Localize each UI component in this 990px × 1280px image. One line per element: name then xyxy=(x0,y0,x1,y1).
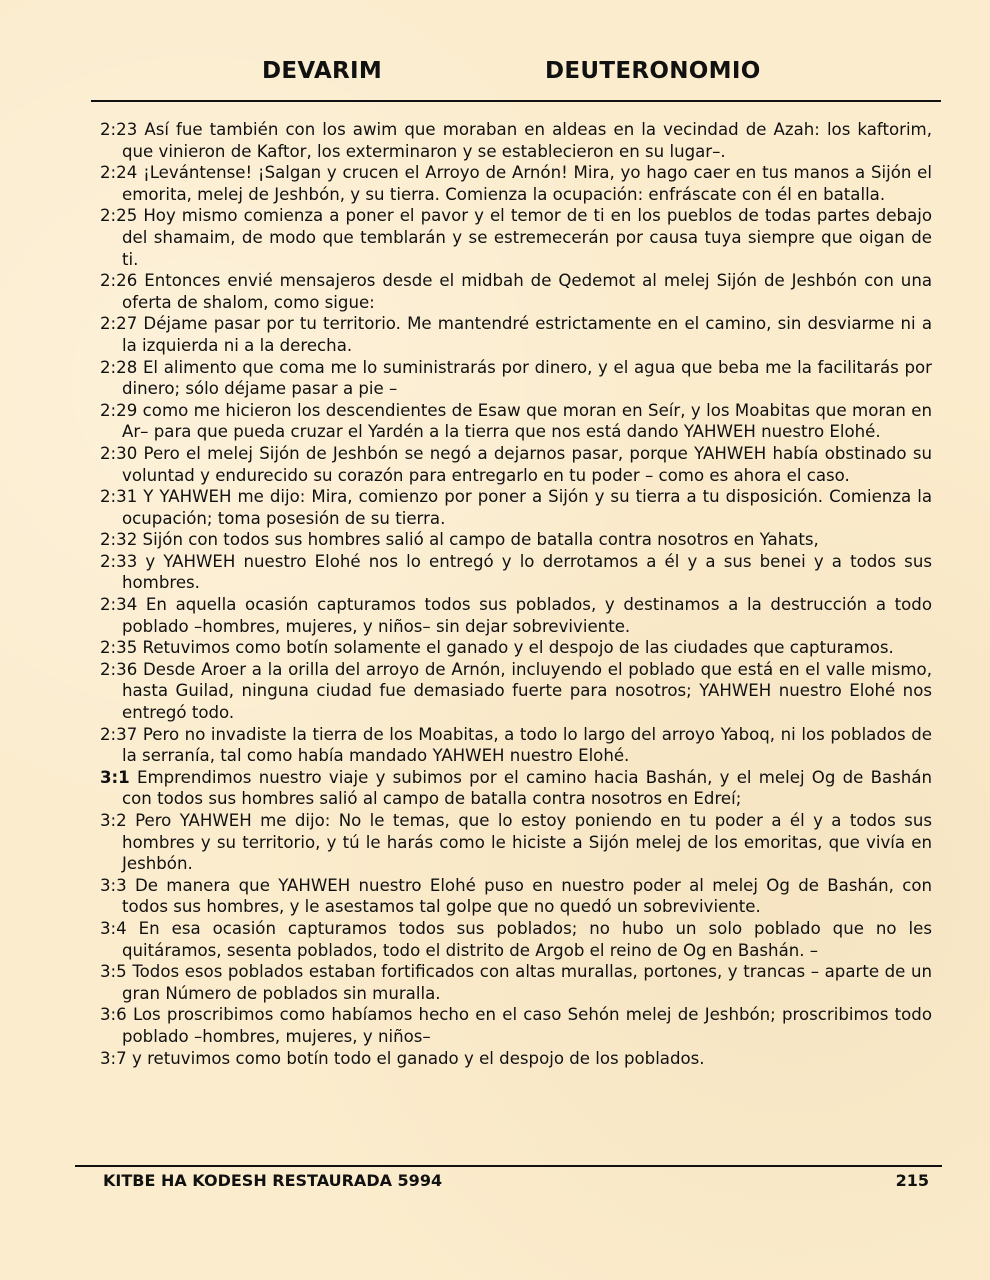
verse-ref: 2:24 xyxy=(100,163,138,183)
verse-ref: 3:4 xyxy=(100,918,127,938)
verse-text: Déjame pasar por tu territorio. Me mantendré estrictamente en el camino, sin desviarme ni a la izquierda ni a la derecha. xyxy=(122,314,932,355)
verse xyxy=(100,918,932,961)
verse-ref: 2:30 xyxy=(100,443,138,463)
verse-text: Entonces envié mensajeros desde el midbah de Qedemot al melej Sijón de Jeshbón con una oferta de shalom, como sigue: xyxy=(122,271,933,312)
page-header xyxy=(0,58,990,90)
verse xyxy=(100,205,932,270)
verse-ref: 2:25 xyxy=(100,206,138,226)
verse-text: Así fue también con los awim que moraban en aldeas en la vecindad de Azah: los kaftorim, que vinieron de Kaftor, los exterminaron y se establecieron en su lugar–. xyxy=(122,120,932,161)
verse-text: Pero no invadiste la tierra de los Moabitas, a todo lo largo del arroyo Yaboq, ni los poblados de la serranía, tal como había mandado YAHWEH nuestro Elohé. xyxy=(122,724,933,766)
verse xyxy=(100,659,932,724)
verse xyxy=(100,810,932,875)
verse-text: Todos esos poblados estaban fortificados con altas murallas, portones, y trancas – aparte de un gran Número de poblados sin muralla. xyxy=(122,962,932,1003)
verse xyxy=(100,270,932,313)
verse-ref: 2:27 xyxy=(100,314,138,334)
verse-text: Y YAHWEH me dijo: Mira, comienzo por poner a Sijón y su tierra a tu disposición. Comienza la ocupación; toma posesión de su tierra. xyxy=(122,487,932,528)
verse-text: y YAHWEH nuestro Elohé nos lo entregó y lo derrotamos a él y a sus benei y a todos sus hombres. xyxy=(122,551,932,593)
verse-text: Sijón con todos sus hombres salió al campo de batalla contra nosotros en Yahats, xyxy=(142,530,819,550)
verse-text: Los proscribimos como habíamos hecho en el caso Sehón melej de Jeshbón; proscribimos todo poblado –hombres, mujeres, y niños– xyxy=(122,1005,932,1046)
verse-text: El alimento que coma me lo suministrarás por dinero, y el agua que beba me la facilitarás por dinero; sólo déjame pasar a pie – xyxy=(122,357,932,399)
verse xyxy=(100,357,932,400)
verse-ref: 2:26 xyxy=(100,271,138,291)
verse xyxy=(100,443,932,486)
verse-ref: 2:29 xyxy=(100,400,138,420)
verse-text: En aquella ocasión capturamos todos sus poblados, y destinamos a la destrucción a todo poblado –hombres, mujeres, y niños– sin dejar sobreviviente. xyxy=(122,595,932,636)
verse xyxy=(100,875,932,918)
footer-divider xyxy=(75,1165,942,1167)
verse-ref: 3:1 xyxy=(100,767,130,787)
verse-ref: 2:32 xyxy=(100,530,138,550)
verse xyxy=(100,594,932,637)
book-title-spanish: DEUTERONOMIO xyxy=(545,58,761,84)
verse-text: Desde Aroer a la orilla del arroyo de Arnón, incluyendo el poblado que está en el valle mismo, hasta Guilad, ninguna ciudad fue demasiado fuerte para nosotros; YAHWEH nuestro Elohé nos entregó todo. xyxy=(122,659,932,723)
verse-ref: 2:28 xyxy=(100,357,138,377)
verse-text: Pero el melej Sijón de Jeshbón se negó a dejarnos pasar, porque YAHWEH había obstinado su voluntad y endurecido su corazón para entregarlo en tu poder – como es ahora el caso. xyxy=(122,443,932,485)
verse-text: De manera que YAHWEH nuestro Elohé puso en nuestro poder al melej Og de Bashán, con todos sus hombres, y le asestamos tal golpe que no quedó un sobreviviente. xyxy=(122,875,932,917)
verse-chapter-start xyxy=(100,767,932,810)
verse xyxy=(100,119,932,162)
verse-ref: 3:6 xyxy=(100,1005,127,1025)
verse-text: Hoy mismo comienza a poner el pavor y el temor de ti en los pueblos de todas partes debajo del shamaim, de modo que temblarán y se estremecerán por causa tuya siempre que oigan de ti. xyxy=(122,206,933,269)
verse xyxy=(100,724,932,767)
verse xyxy=(100,637,932,659)
verse-ref: 2:23 xyxy=(100,120,138,139)
verse-ref: 3:5 xyxy=(100,962,127,982)
verse-text: como me hicieron los descendientes de Esaw que moran en Seír, y los Moabitas que moran en Ar– para que pueda cruzar el Yardén a la tierra que nos está dando YAHWEH nuestro Elohé. xyxy=(122,400,932,442)
verse xyxy=(100,162,932,205)
verse-text: Emprendimos nuestro viaje y subimos por el camino hacia Bashán, y el melej Og de Bashán con todos sus hombres salió al campo de batalla contra nosotros en Edreí; xyxy=(122,767,933,809)
verse-text: ¡Levántense! ¡Salgan y crucen el Arroyo de Arnón! Mira, yo hago caer en tus manos a Sijón el emorita, melej de Jeshbón, y su tierra. Comienza la ocupación: enfráscate con él en batalla. xyxy=(122,163,932,204)
verse xyxy=(100,400,932,443)
verse-text: Retuvimos como botín solamente el ganado y el despojo de las ciudades que capturamos. xyxy=(142,638,894,658)
book-title-hebrew: DEVARIM xyxy=(262,58,383,84)
verse-ref: 2:33 xyxy=(100,551,138,571)
verse xyxy=(100,486,932,529)
footer-title: KITBE HA KODESH RESTAURADA 5994 xyxy=(103,1171,443,1190)
verse xyxy=(100,551,932,594)
verse-ref: 2:36 xyxy=(100,659,138,679)
verse xyxy=(100,961,932,1004)
verse-ref: 2:37 xyxy=(100,724,138,744)
header-divider xyxy=(91,100,941,102)
page-footer xyxy=(0,1171,990,1195)
page-number: 215 xyxy=(895,1171,929,1190)
verse xyxy=(100,1004,932,1047)
verse-text: En esa ocasión capturamos todos sus poblados; no hubo un solo poblado que no les quitáramos, sesenta poblados, todo el distrito de Argob el reino de Og en Bashán. – xyxy=(122,918,932,960)
verse xyxy=(100,1048,932,1070)
verse-ref: 3:2 xyxy=(100,811,127,830)
verse-text: Pero YAHWEH me dijo: No le temas, que lo estoy poniendo en tu poder a él y a todos sus hombres y su territorio, y tú le harás como le hiciste a Sijón melej de los emoritas, que vivía en Jeshbón. xyxy=(122,811,932,874)
verse-ref: 2:34 xyxy=(100,595,138,615)
verse xyxy=(100,313,932,356)
verse-ref: 2:31 xyxy=(100,487,138,507)
verse xyxy=(100,529,932,551)
verse-ref: 2:35 xyxy=(100,638,138,658)
verse-list xyxy=(100,119,932,1069)
verse-ref: 3:3 xyxy=(100,875,127,895)
verse-ref: 3:7 xyxy=(100,1048,127,1068)
verse-text: y retuvimos como botín todo el ganado y el despojo de los poblados. xyxy=(132,1048,705,1068)
